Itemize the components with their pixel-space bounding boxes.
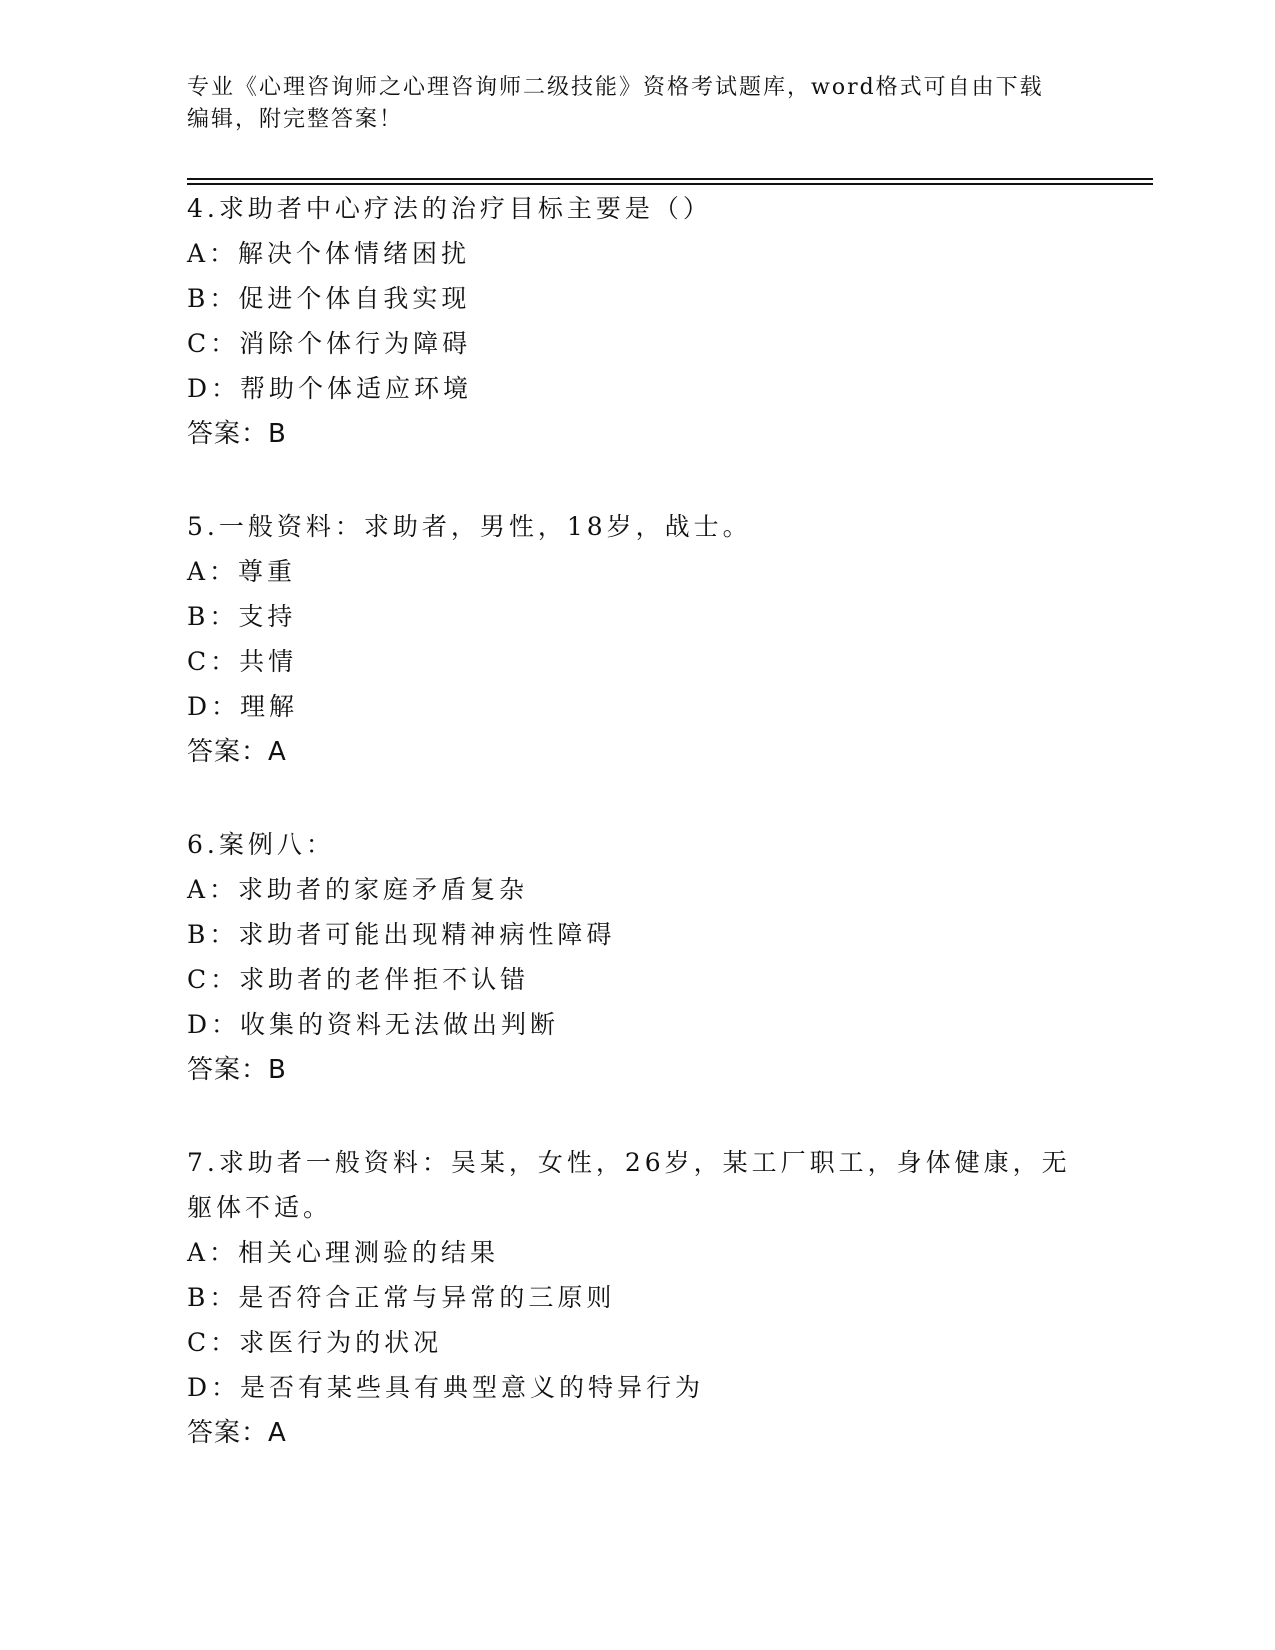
option-d: D：帮助个体适应环境 [187, 374, 473, 403]
question-stem-line-1: 7.求助者一般资料：吴某，女性，26岁，某工厂职工，身体健康，无 [187, 1148, 1071, 1177]
answer-label: 答案：A [187, 737, 287, 767]
question-4 [187, 186, 1087, 458]
header-divider-top [187, 178, 1153, 180]
question-stem: 6.案例八： [187, 830, 335, 859]
answer-label: 答案：A [187, 1418, 287, 1448]
option-a: A：尊重 [187, 557, 297, 586]
question-stem: 4.求助者中心疗法的治疗目标主要是（） [187, 194, 712, 223]
question-7 [187, 1140, 1087, 1457]
header-line-1: 专业《心理咨询师之心理咨询师二级技能》资格考试题库，word格式可自由下载 [187, 75, 1044, 100]
option-c: C：求医行为的状况 [187, 1328, 443, 1357]
option-b: B：支持 [187, 602, 297, 631]
document-header [187, 72, 1067, 136]
question-5 [187, 504, 1087, 776]
option-b: B：促进个体自我实现 [187, 284, 471, 313]
header-divider-bottom [187, 183, 1153, 185]
option-d: D：理解 [187, 692, 299, 721]
question-stem: 5.一般资料：求助者，男性，18岁，战士。 [187, 512, 752, 541]
option-b: B：求助者可能出现精神病性障碍 [187, 920, 616, 949]
option-c: C：求助者的老伴拒不认错 [187, 965, 530, 994]
option-a: A：解决个体情绪困扰 [187, 239, 471, 268]
answer-label: 答案：B [187, 419, 287, 449]
header-line-2: 编辑，附完整答案！ [187, 107, 404, 132]
question-stem-line-2: 躯体不适。 [187, 1193, 333, 1222]
answer-label: 答案：B [187, 1055, 287, 1085]
question-6 [187, 822, 1087, 1094]
option-d: D：是否有某些具有典型意义的特异行为 [187, 1373, 705, 1402]
option-c: C：共情 [187, 647, 298, 676]
option-c: C：消除个体行为障碍 [187, 329, 472, 358]
option-a: A：相关心理测验的结果 [187, 1238, 500, 1267]
option-d: D：收集的资料无法做出判断 [187, 1010, 560, 1039]
option-a: A：求助者的家庭矛盾复杂 [187, 875, 529, 904]
option-b: B：是否符合正常与异常的三原则 [187, 1283, 616, 1312]
